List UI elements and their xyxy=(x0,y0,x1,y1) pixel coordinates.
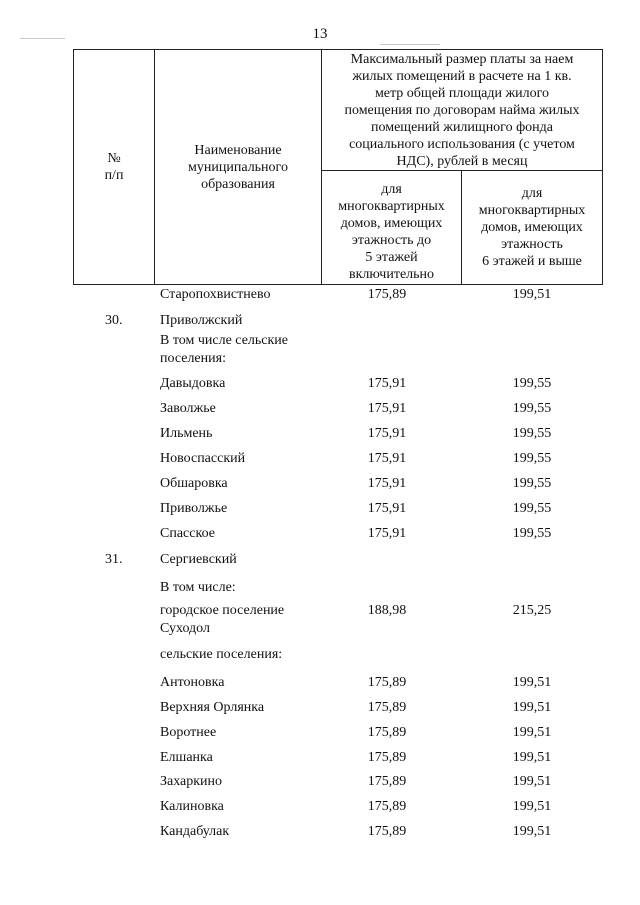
page-number: 13 xyxy=(312,26,328,42)
row-value-up-to-5: 175,89 xyxy=(367,824,407,839)
row-value-up-to-5: 175,89 xyxy=(367,675,407,690)
row-value-6-plus: 199,55 xyxy=(512,476,552,491)
row-name: Сергиевский xyxy=(160,552,237,567)
row-value-6-plus: 199,51 xyxy=(512,675,552,690)
row-value-up-to-5: 175,91 xyxy=(367,376,407,391)
row-name: Приволжский xyxy=(160,313,243,328)
row-value-6-plus: 199,55 xyxy=(512,376,552,391)
row-name: городское поселение Суходол xyxy=(160,603,285,636)
row-value-up-to-5: 175,91 xyxy=(367,476,407,491)
row-value-up-to-5: 175,91 xyxy=(367,426,407,441)
row-name: Воротнее xyxy=(160,725,217,740)
row-number: 31. xyxy=(105,552,123,567)
header-max-fee-label: Максимальный размер платы за наем жилых помещений в расчете на 1 кв. метр общей площади жилого помещения по договорам найма жилых помещений жилищного фонда социального использования (с учетом НДС), рублей в месяц xyxy=(344,51,580,169)
row-name: Старопохвистнево xyxy=(160,287,271,302)
row-value-up-to-5: 175,89 xyxy=(367,700,407,715)
row-name: Калиновка xyxy=(160,799,224,814)
header-name-label: Наименование муниципального образования xyxy=(188,142,288,192)
row-value-6-plus: 199,55 xyxy=(512,526,552,541)
row-value-6-plus: 199,51 xyxy=(512,824,552,839)
row-value-up-to-5: 175,91 xyxy=(367,451,407,466)
row-value-up-to-5: 175,89 xyxy=(367,799,407,814)
header-number-label: № п/п xyxy=(104,151,124,183)
row-name: Кандабулак xyxy=(160,824,230,839)
row-value-up-to-5: 175,91 xyxy=(367,401,407,416)
row-name: В том числе: xyxy=(160,580,236,595)
row-name: Приволжье xyxy=(160,501,228,516)
row-value-6-plus: 199,55 xyxy=(512,501,552,516)
row-value-6-plus: 199,51 xyxy=(512,287,552,302)
row-value-6-plus: 199,51 xyxy=(512,700,552,715)
row-name: сельские поселения: xyxy=(160,647,283,662)
row-value-up-to-5: 175,89 xyxy=(367,750,407,765)
row-value-up-to-5: 175,89 xyxy=(367,287,407,302)
row-name: Обшаровка xyxy=(160,476,228,491)
row-value-6-plus: 199,51 xyxy=(512,799,552,814)
row-value-6-plus: 199,55 xyxy=(512,401,552,416)
header-6-floors-and-above-label: для многоквартирных домов, имеющих этажность 6 этажей и выше xyxy=(478,186,586,269)
row-value-6-plus: 199,51 xyxy=(512,725,552,740)
row-number: 30. xyxy=(105,313,123,328)
row-value-up-to-5: 188,98 xyxy=(367,603,407,618)
row-name: Спасское xyxy=(160,526,215,541)
row-name: Заволжье xyxy=(160,401,216,416)
row-value-6-plus: 215,25 xyxy=(512,603,552,618)
row-name: Захаркино xyxy=(160,774,223,789)
header-up-to-5-floors-label: для многоквартирных домов, имеющих этажность до 5 этажей включительно xyxy=(338,182,445,282)
row-value-up-to-5: 175,91 xyxy=(367,501,407,516)
row-value-up-to-5: 175,91 xyxy=(367,526,407,541)
row-name: Елшанка xyxy=(160,750,213,765)
row-name: Ильмень xyxy=(160,426,213,441)
row-name: Давыдовка xyxy=(160,376,226,391)
row-name: Верхняя Орлянка xyxy=(160,700,265,715)
row-name: Антоновка xyxy=(160,675,225,690)
row-name: В том числе сельские поселения: xyxy=(160,333,289,366)
row-value-6-plus: 199,55 xyxy=(512,426,552,441)
row-value-6-plus: 199,51 xyxy=(512,774,552,789)
row-value-up-to-5: 175,89 xyxy=(367,725,407,740)
row-name: Новоспасский xyxy=(160,451,246,466)
row-value-6-plus: 199,51 xyxy=(512,750,552,765)
row-value-6-plus: 199,55 xyxy=(512,451,552,466)
row-value-up-to-5: 175,89 xyxy=(367,774,407,789)
